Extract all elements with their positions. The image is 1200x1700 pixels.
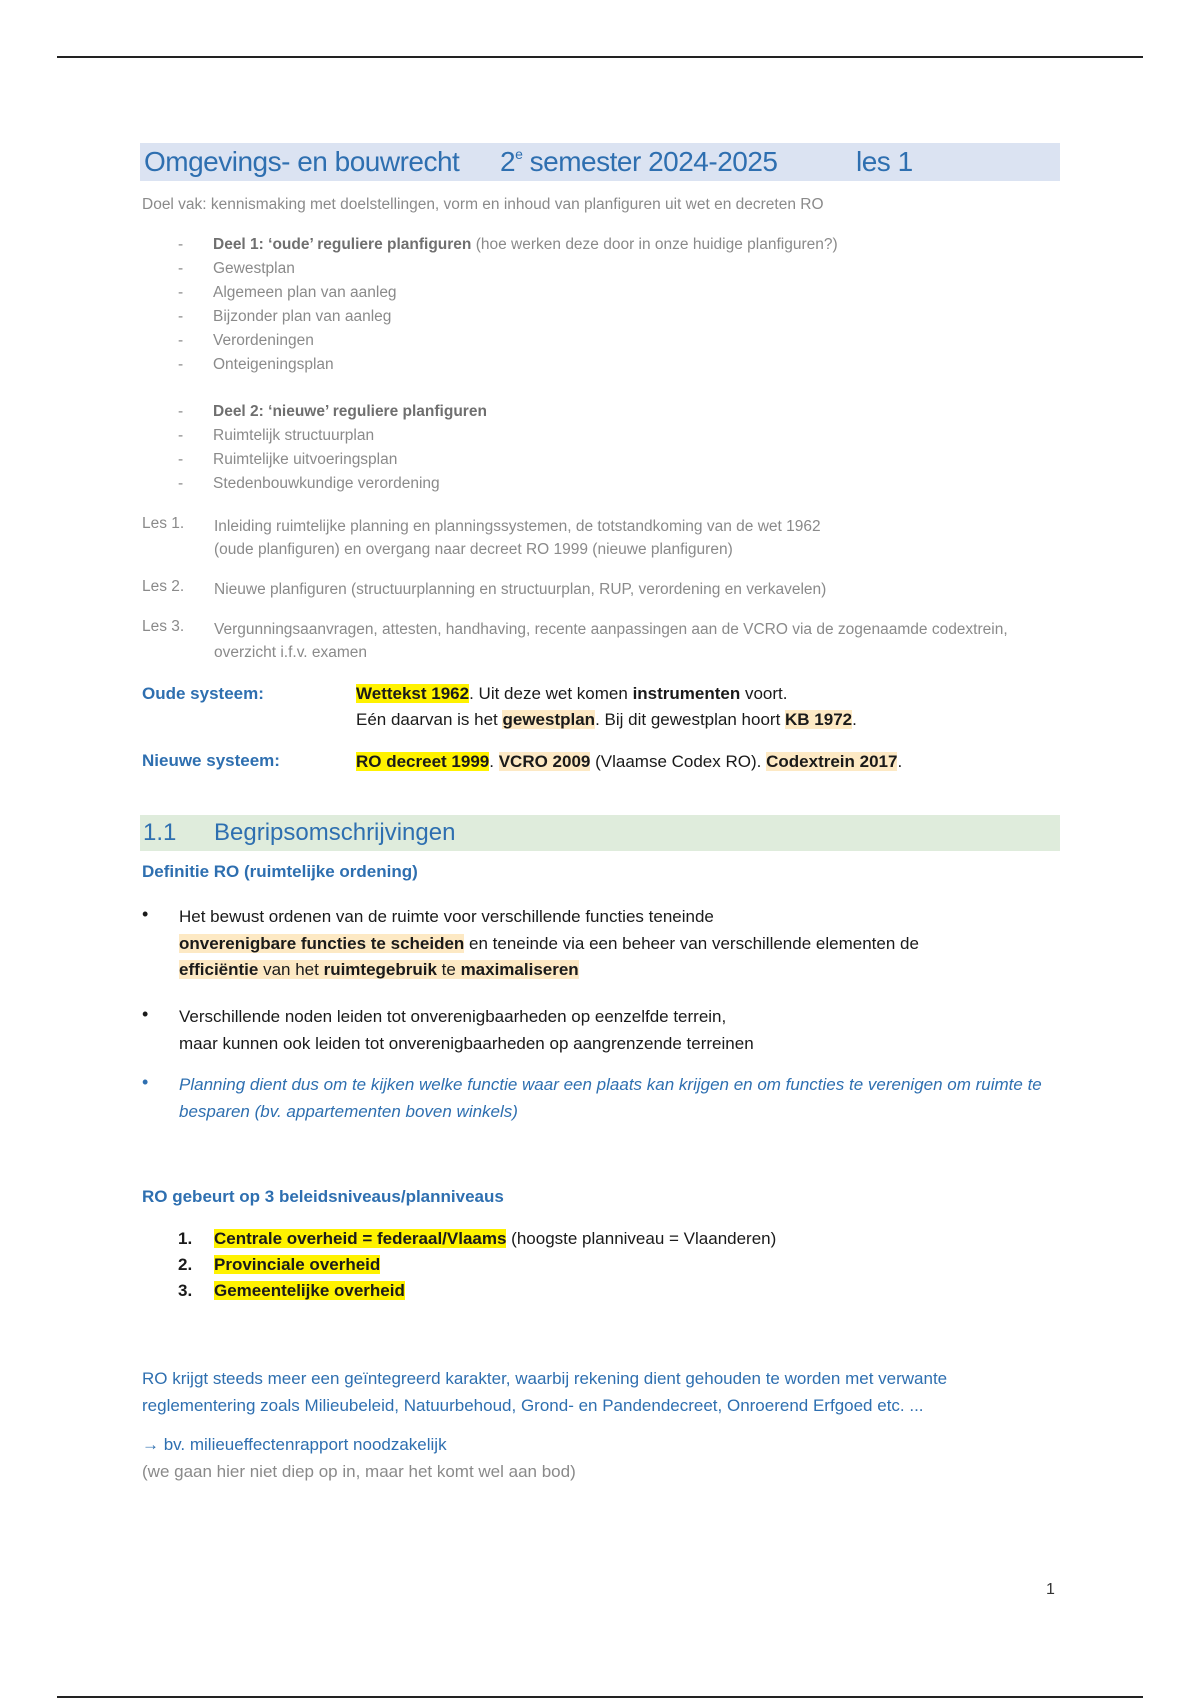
bullet-planning-text: Planning dient dus om te kijken welke functie waar een plaats kan krijgen en om functies te verenigen om ruimte te besparen (bv. appartementen boven winkels) [179,1075,1042,1121]
mer-note: → bv. milieueffectenrapport noodzakelijk [142,1435,447,1454]
page-number: 1 [1046,1581,1055,1598]
bullet-dot: • [142,1004,149,1024]
old-system-line1: Wettekst 1962. Uit deze wet komen instrumenten voort. [356,684,788,703]
old-system-label: Oude systeem: [142,684,264,703]
section-number: 1.1 [143,819,177,846]
course-goal: Doel vak: kennismaking met doelstellingen, vorm en inhoud van planfiguren uit wet en decreten RO [142,196,824,213]
integrated-paragraph: RO krijgt steeds meer een geïntegreerd karakter, waarbij rekening dient gehouden te worden met verwante reglementering zoals Milieubeleid, Natuurbehoud, Grond- en Pandendecreet, Onroerend Erfgoed etc. ... [142,1369,948,1415]
bullet-needs: • Verschillende noden leiden tot onverenigbaarheden op eenzelfde terrein, maar kunnen ook leiden tot onverenigbaarheden op aangrenzende terreinen [142,1004,754,1053]
title-bar [140,143,1060,181]
new-system-label: Nieuwe systeem: [142,751,280,770]
lesson-label: les 1 [856,146,913,177]
part1-note: (hoe werken deze door in onze huidige planfiguren?) [471,236,838,253]
levels-list: 1. Centrale overheid = federaal/Vlaams (hoogste planniveau = Vlaanderen) 2. Provinciale overheid 3. Gemeentelijke overheid [178,1229,777,1300]
lesson-row-2 [142,578,1062,602]
new-system-line: RO decreet 1999. VCRO 2009 (Vlaamse Codex RO). Codextrein 2017. [356,752,903,771]
semester-number: 2 [500,146,516,177]
semester-text: semester 2024-2025 [522,146,778,177]
lesson-number: Les 2. [142,578,185,595]
lesson-row-3 [142,618,1062,664]
lesson-row-1 [142,515,1062,561]
definition-heading: Definitie RO (ruimtelijke ordening) [142,862,418,881]
course-title: Omgevings- en bouwrecht [144,146,460,177]
levels-heading: RO gebeurt op 3 beleidsniveaus/planniveaus [142,1187,504,1206]
dash: - [178,236,184,253]
semester-superscript: e [515,146,523,162]
lesson-number: Les 1. [142,515,185,532]
lesson-text: Inleiding ruimtelijke planning en planningssystemen, de totstandkoming van de wet 1962 (oude planfiguren) en overgang naar decreet RO 1999 (nieuwe planfiguren) [214,518,821,558]
bullet-dot: • [142,1072,149,1092]
semester-label [500,143,777,181]
mer-remark: (we gaan hier niet diep op in, maar het komt wel aan bod) [142,1462,576,1481]
lesson-text: Nieuwe planfiguren (structuurplanning en structuurplan, RUP, verordening en verkavelen) [214,581,827,598]
old-system-line2: Eén daarvan is het gewestplan. Bij dit gewestplan hoort KB 1972. [356,710,857,729]
bottom-rule [57,1696,1143,1698]
section-title: Begripsomschrijvingen [214,819,456,846]
bullet-definition: • Het bewust ordenen van de ruimte voor verschillende functies teneinde onverenigbare functies te scheiden en teneinde via een beheer van verschillende elementen de efficiëntie van het ruimtegebruik te maximaliseren [142,904,919,979]
section-heading [140,815,1060,851]
bullet-dot: • [142,904,149,924]
part2-title: Deel 2: ‘nieuwe’ reguliere planfiguren [213,403,487,420]
part1-title: Deel 1: ‘oude’ reguliere planfiguren [213,236,472,253]
bullet-planning [142,1072,1062,1126]
lesson-text: Vergunningsaanvragen, attesten, handhaving, recente aanpassingen aan de VCRO via de zogenaamde codextrein, overzicht i.f.v. examen [214,621,1008,661]
top-rule [57,56,1143,58]
lesson-number: Les 3. [142,618,185,635]
